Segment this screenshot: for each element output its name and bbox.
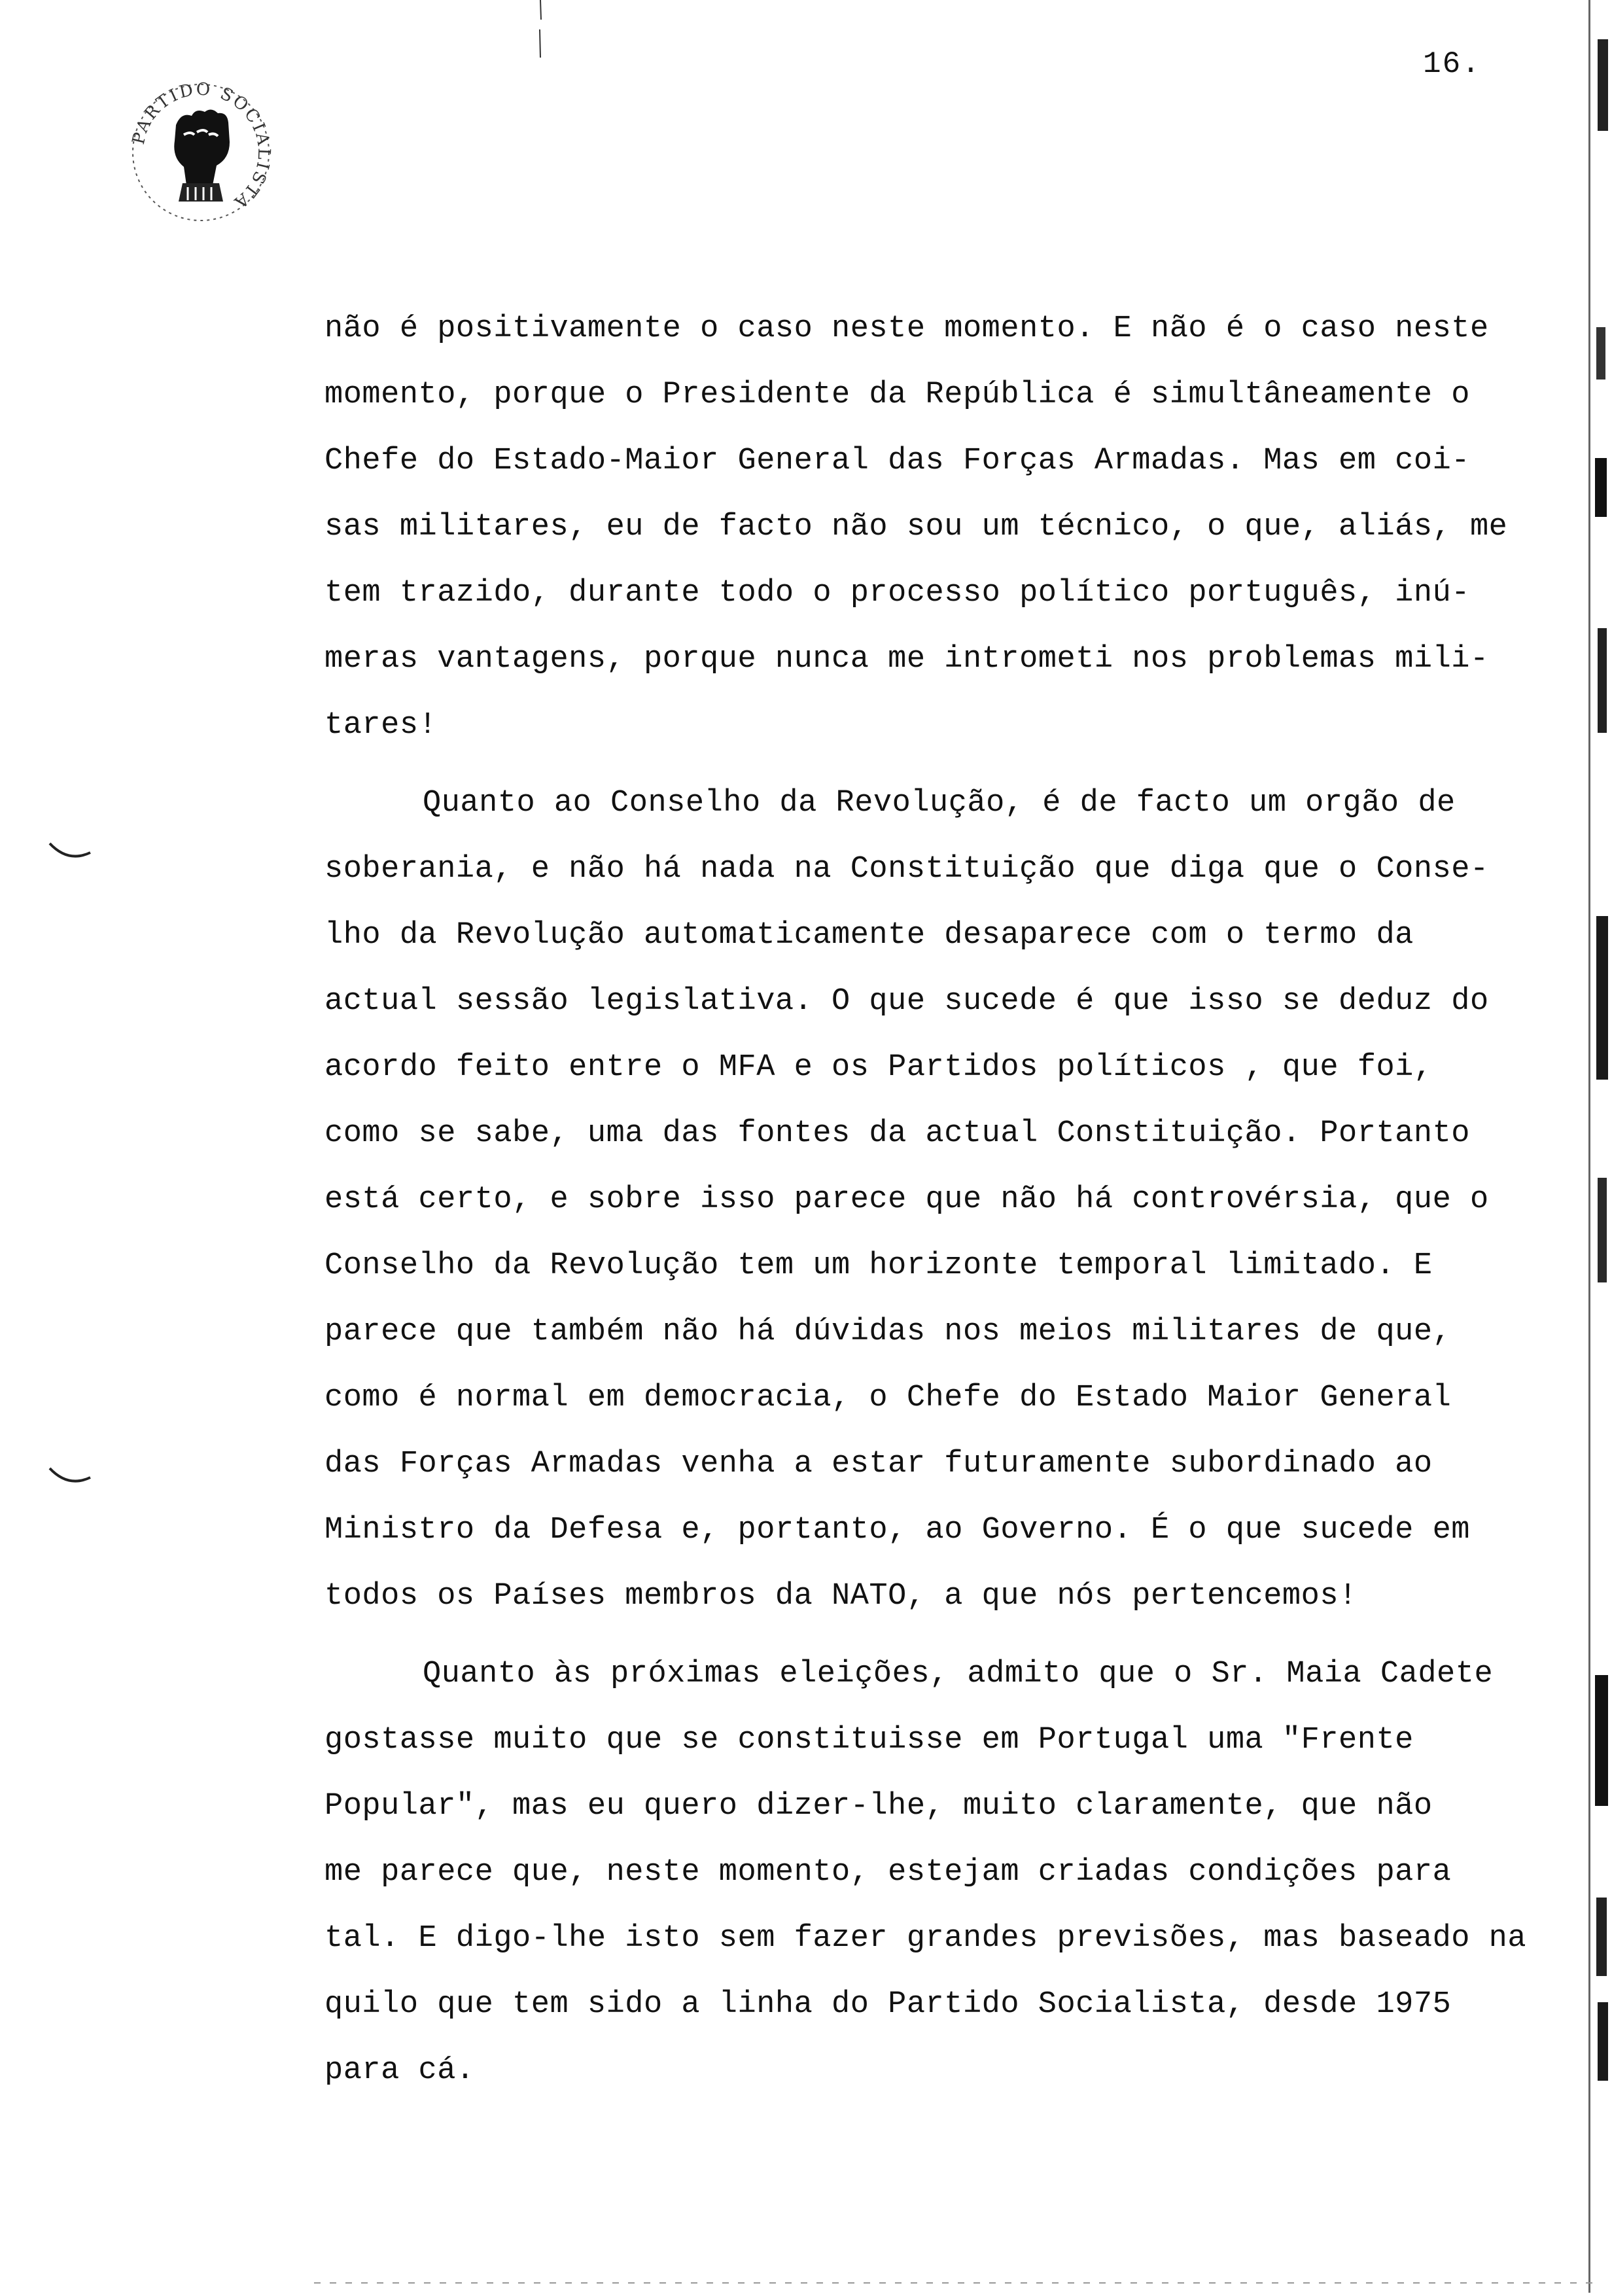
hole-punch-mark-lower	[47, 1466, 93, 1485]
text-line: todos os Países membros da NATO, a que nós pertencemos!	[324, 1579, 1358, 1614]
text-line: como se sabe, uma das fontes da actual Constituição. Portanto	[324, 1116, 1470, 1151]
text-line: como é normal em democracia, o Chefe do Estado Maior General	[324, 1381, 1452, 1415]
text-line: Conselho da Revolução tem um horizonte temporal limitado. E	[324, 1248, 1433, 1283]
scanned-page-edge	[1583, 0, 1612, 2293]
scanned-bottom-edge	[314, 2277, 1596, 2284]
text-line: Chefe do Estado-Maior General das Forças Armadas. Mas em coi-	[324, 444, 1470, 478]
paragraph-1	[324, 296, 1568, 758]
party-logo	[126, 77, 276, 228]
text-line: para cá.	[324, 2053, 475, 2088]
paragraph-gap	[324, 1629, 1568, 1641]
text-line: está certo, e sobre isso parece que não há controvérsia, que o	[324, 1182, 1489, 1217]
text-line: tem trazido, durante todo o processo político português, inú-	[324, 576, 1470, 610]
text-line: tares!	[324, 708, 438, 743]
text-line: sas militares, eu de facto não sou um técnico, o que, aliás, me	[324, 510, 1508, 544]
paragraph-2	[324, 770, 1568, 1629]
text-line: tal. E digo-lhe isto sem fazer grandes previsões, mas baseado na	[324, 1921, 1527, 1956]
text-line: meras vantagens, porque nunca me intrometi nos problemas mili-	[324, 642, 1489, 677]
text-line: Quanto ao Conselho da Revolução, é de facto um orgão de	[423, 786, 1456, 821]
text-line: actual sessão legislativa. O que sucede é que isso se deduz do	[324, 984, 1489, 1019]
text-line: lho da Revolução automaticamente desaparece com o termo da	[324, 918, 1414, 953]
text-line: Ministro da Defesa e, portanto, ao Governo. É o que sucede em	[324, 1513, 1470, 1547]
text-line: não é positivamente o caso neste momento. E não é o caso neste	[324, 311, 1489, 346]
paragraph-gap	[324, 758, 1568, 770]
text-line: das Forças Armadas venha a estar futuramente subordinado ao	[324, 1447, 1433, 1481]
scan-mark-top	[536, 0, 544, 59]
text-line: soberania, e não há nada na Constituição que diga que o Conse-	[324, 852, 1489, 887]
text-line: Popular", mas eu quero dizer-lhe, muito claramente, que não	[324, 1789, 1433, 1824]
text-line: acordo feito entre o MFA e os Partidos políticos , que foi,	[324, 1050, 1433, 1085]
logo-ring-text: PARTIDO SOCIALISTA	[128, 79, 274, 213]
raised-fist-seal-icon	[126, 77, 276, 228]
hole-punch-mark-upper	[47, 841, 93, 860]
text-line: me parece que, neste momento, estejam criadas condições para	[324, 1855, 1452, 1890]
text-line: momento, porque o Presidente da República é simultâneamente o	[324, 378, 1470, 412]
body-text	[324, 296, 1568, 2104]
page-number: 16.	[1423, 47, 1481, 81]
text-line: Quanto às próximas eleições, admito que o Sr. Maia Cadete	[423, 1657, 1494, 1691]
text-line: parece que também não há dúvidas nos meios militares de que,	[324, 1315, 1452, 1349]
paragraph-3	[324, 1641, 1568, 2104]
text-line: gostasse muito que se constituisse em Portugal uma "Frente	[324, 1723, 1414, 1757]
text-line: quilo que tem sido a linha do Partido Socialista, desde 1975	[324, 1987, 1452, 2022]
